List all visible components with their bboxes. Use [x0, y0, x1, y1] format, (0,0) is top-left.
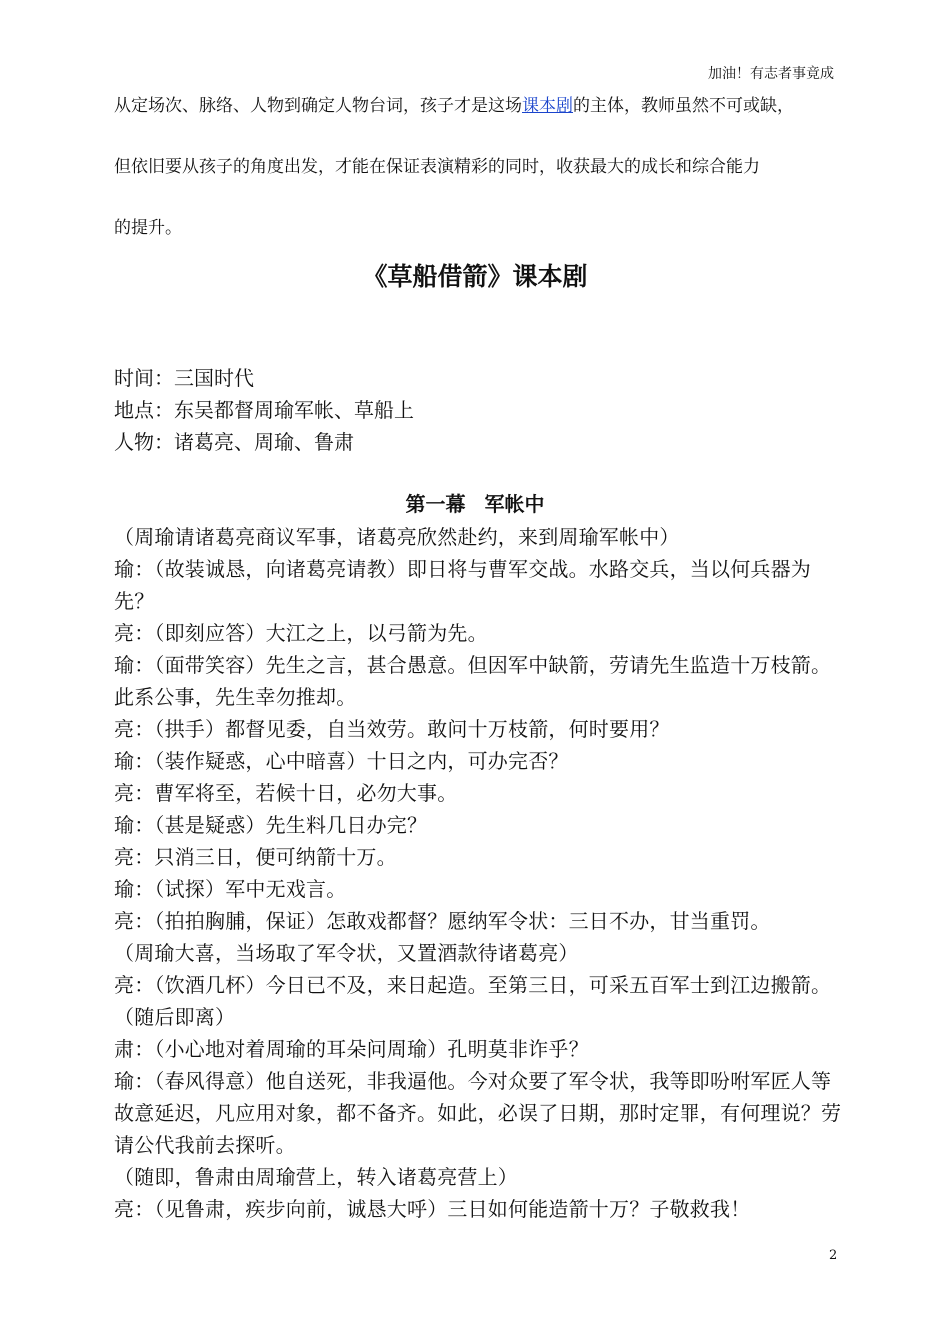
script-line: 瑜：（试探）军中无戏言。 [114, 877, 347, 901]
textbook-drama-link[interactable]: 课本剧 [522, 96, 573, 116]
meta-time: 时间：三国时代 [114, 366, 254, 390]
play-meta [114, 362, 414, 458]
meta-characters: 人物：诸葛亮、周瑜、鲁肃 [114, 430, 354, 454]
script-body [114, 521, 842, 1225]
intro-text-after-link: 的主体，教师虽然不可或缺， [573, 96, 794, 116]
script-line: 瑜：（故装诚恳，向诸葛亮请教）即日将与曹军交战。水路交兵，当以何兵器为先？ [114, 557, 811, 613]
intro-line-1 [114, 96, 854, 116]
script-line: 瑜：（装作疑惑，心中暗喜）十日之内，可办完否？ [114, 749, 569, 773]
intro-line-2: 但依旧要从孩子的角度出发，才能在保证表演精彩的同时，收获最大的成长和综合能力 [114, 157, 760, 177]
page-number: 2 [829, 1248, 838, 1263]
script-line: 亮：（饮酒几杯）今日已不及，来日起造。至第三日，可采五百军士到江边搬箭。（随后即离） [114, 973, 832, 1029]
intro-paragraph [114, 96, 854, 279]
script-line: （周瑜请诸葛亮商议军事，诸葛亮欣然赴约，来到周瑜军帐中） [114, 525, 680, 549]
script-line: 亮：（拍拍胸脯，保证）怎敢戏都督？愿纳军令状：三日不办，甘当重罚。 [114, 909, 771, 933]
act-title: 第一幕 军帐中 [405, 492, 545, 516]
script-line: 亮：曹军将至，若候十日，必勿大事。 [114, 781, 458, 805]
script-line: 亮：只消三日，便可纳箭十万。 [114, 845, 397, 869]
script-line: 瑜：（面带笑容）先生之言，甚合愚意。但因军中缺箭，劳请先生监造十万枝箭。此系公事，先生幸勿推却。 [114, 653, 832, 709]
script-line: （随即，鲁肃由周瑜营上，转入诸葛亮营上） [114, 1165, 518, 1189]
script-line: 亮：（即刻应答）大江之上，以弓箭为先。 [114, 621, 488, 645]
script-line: （周瑜大喜，当场取了军令状，又置酒款待诸葛亮） [114, 941, 579, 965]
script-line: 亮：（拱手）都督见委，自当效劳。敢问十万枝箭，何时要用？ [114, 717, 670, 741]
script-line: 瑜：（甚是疑惑）先生料几日办完？ [114, 813, 428, 837]
meta-place: 地点：东吴都督周瑜军帐、草船上 [114, 398, 414, 422]
script-line: 亮：（见鲁肃，疾步向前，诚恳大呼）三日如何能造箭十万？子敬救我！ [114, 1197, 751, 1221]
header-note: 加油！有志者事竟成 [708, 66, 834, 82]
document-title: 《草船借箭》课本剧 [362, 262, 588, 291]
script-line: 肃：（小心地对着周瑜的耳朵问周瑜）孔明莫非诈乎？ [114, 1037, 589, 1061]
intro-line-3: 的提升。 [114, 218, 182, 238]
script-line: 瑜：（春风得意）他自送死，非我逼他。今对众要了军令状，我等即吩咐军匠人等故意延迟，凡应用对象，都不备齐。如此，必误了日期，那时定罪，有何理说？劳请公代我前去探听。 [114, 1069, 842, 1157]
intro-text-before-link: 从定场次、脉络、人物到确定人物台词，孩子才是这场 [114, 96, 522, 116]
